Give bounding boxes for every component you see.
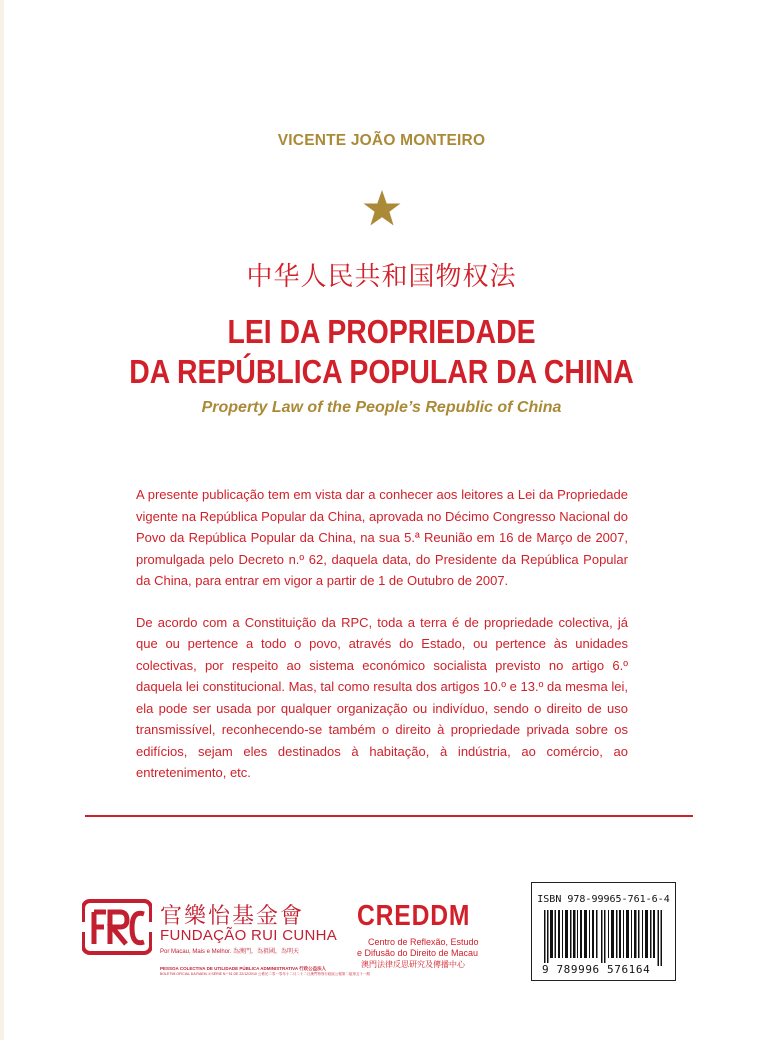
barcode-box (531, 882, 676, 981)
description-paragraph: A presente publicação tem em vista dar a conhecer aos leitores a Lei da Propriedade vigente na República Popular da China, aprovada no Décimo Congresso Nacional do Povo da República Popular da China, na sua 5.ª Reunião em 16 de Março de 2007, promulgada pelo Decreto n.º 62, daquela data, do Presidente da República Popular da China, para entrar em vigor a partir de 1 de Outubro de 2007. (136, 487, 628, 588)
frc-legal-line: PESSOA COLECTIVA DE UTILIDADE PÚBLICA ADMINISTRATIVA 行政公益法人 (160, 966, 327, 971)
creddm-logo: CREDDM (357, 900, 471, 932)
frc-tagline: Por Macau, Mais e Melhor. 為澳門，為祖國，為明天 (160, 949, 300, 955)
description-text (136, 484, 628, 804)
left-edge-band (0, 0, 4, 1040)
chinese-title: 中华人民共和国物权法 (246, 262, 517, 292)
english-subtitle: Property Law of the People’s Republic of China (201, 399, 562, 416)
barcode-digits: 9 789996 576164 (542, 963, 651, 976)
frc-chinese-name: 官樂怡基金會 (160, 904, 305, 929)
creddm-line-1: Centro de Reflexão, Estudo (368, 937, 479, 947)
isbn-label: ISBN 978-99965-761-6-4 (537, 894, 670, 905)
creddm-line-3: 澳門法律反思研究及傳播中心 (361, 960, 465, 969)
barcode-icon (544, 910, 664, 966)
frc-name: FUNDAÇÃO RUI CUNHA (160, 927, 338, 944)
creddm-line-2: e Difusão do Direito de Macau (357, 948, 479, 958)
divider-rule (85, 815, 693, 817)
main-title-line-1: LEI DA PROPRIEDADE (227, 313, 536, 350)
author-name: VICENTE JOÃO MONTEIRO (277, 132, 486, 149)
star-icon (362, 188, 402, 228)
frc-legal-line: BOLETIM OFICIAL DA RAEM, II SÉRIE N.º 51 DE 22/12/2010 公佈於二零一零年十二月二十二日澳門特別行政區公報第二組第五十一期 (160, 972, 370, 976)
frc-logo-icon (82, 898, 152, 956)
description-paragraph: De acordo com a Constituição da RPC, toda a terra é de propriedade colectiva, já que ou pertence a todo o povo, através do Estado, ou pertence às unidades colectivas, por respeito ao sistema económico socialista previsto no artigo 6.º daquela lei constitucional. Mas, tal como resulta dos artigos 10.º e 13.º da mesma lei, ela pode ser usada por qualquer organização ou indivíduo, sendo o direito de uso transmissível, reconhecendo-se também o direito à propriedade privada sobre os edifícios, sejam eles destinados à habitação, à indústria, ao comércio, ao entretenimento, etc. (136, 614, 628, 780)
main-title-line-2: DA REPÚBLICA POPULAR DA CHINA (129, 353, 634, 390)
main-title (53, 312, 709, 392)
